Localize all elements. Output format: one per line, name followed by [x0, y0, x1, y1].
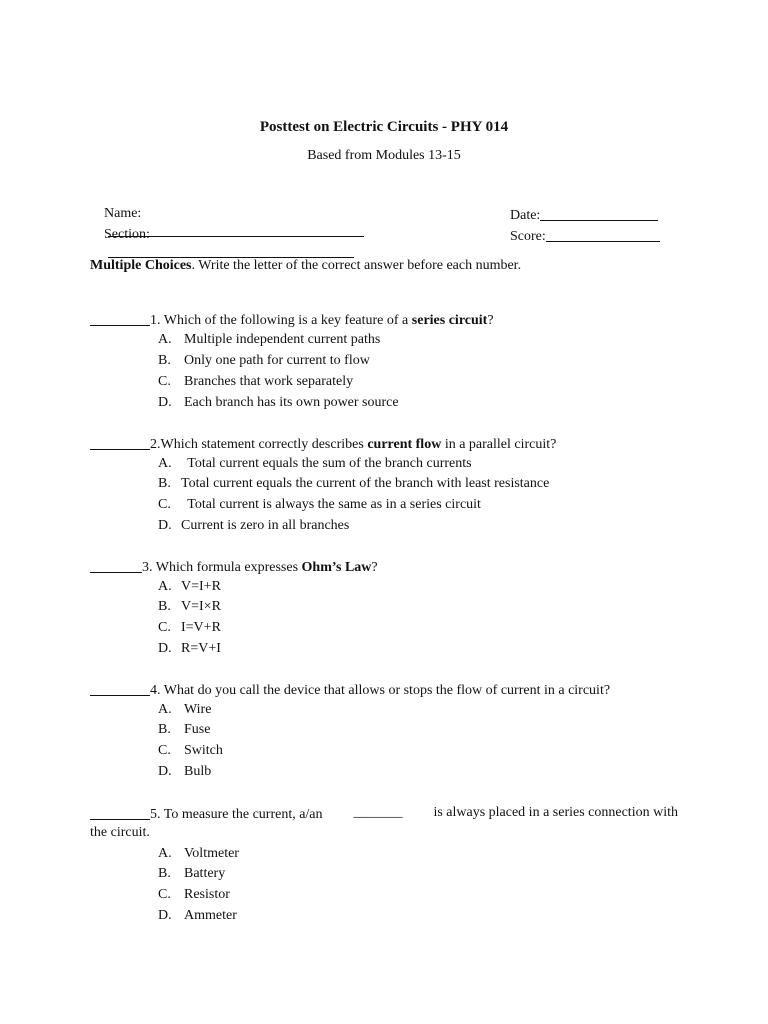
option-4b	[158, 722, 210, 738]
score-blank	[546, 227, 660, 242]
option-1c	[158, 374, 353, 390]
option-letter: B.	[158, 866, 171, 881]
option-letter: D.	[158, 518, 172, 533]
answer-blank	[90, 558, 142, 573]
question-text: What do you call the device that allows or stops the flow of current in a circuit?	[160, 683, 611, 698]
option-text: Total current equals the current of the branch with least resistance	[181, 476, 550, 491]
answer-blank	[90, 311, 150, 326]
option-3c	[158, 620, 221, 636]
option-text: Current is zero in all branches	[181, 518, 350, 533]
option-1a	[158, 332, 380, 348]
option-5d	[158, 908, 237, 924]
option-text: Bulb	[184, 764, 212, 779]
option-letter: C.	[158, 374, 171, 389]
option-text: Only one path for current to flow	[184, 353, 370, 368]
question-number: 4.	[150, 683, 161, 698]
option-2b	[158, 476, 549, 492]
question-text: Which statement correctly describes	[160, 437, 368, 452]
option-3b	[158, 599, 221, 615]
instructions	[90, 258, 521, 274]
question-number: 5.	[150, 807, 161, 822]
name-label: Name:	[104, 206, 142, 221]
score-label: Score:	[510, 229, 546, 244]
page-subtitle: Based from Modules 13-15	[307, 148, 461, 163]
option-letter: A.	[158, 846, 172, 861]
option-1d	[158, 395, 399, 411]
section-label: Section:	[104, 227, 150, 242]
option-text: Fuse	[184, 722, 211, 737]
answer-blank	[90, 435, 150, 450]
option-5b	[158, 866, 225, 882]
option-4a	[158, 702, 211, 718]
question-text: Which of the following is a key feature of a	[160, 313, 412, 328]
question-text-end: ?	[487, 313, 494, 328]
option-text: Total current is always the same as in a series circuit	[184, 497, 481, 512]
question-number: 1.	[150, 313, 161, 328]
section-blank	[108, 243, 354, 258]
option-letter: C.	[158, 497, 171, 512]
option-letter: B.	[158, 476, 171, 491]
option-text: R=V+I	[181, 641, 221, 656]
option-letter: A.	[158, 456, 172, 471]
page-title: Posttest on Electric Circuits - PHY 014	[259, 119, 509, 135]
option-letter: C.	[158, 743, 171, 758]
question-emphasis: Ohm’s Law	[301, 560, 372, 575]
option-text: V=I+R	[181, 579, 221, 594]
question-5-continuation: the circuit.	[90, 825, 150, 840]
option-letter: B.	[158, 353, 171, 368]
option-letter: D.	[158, 908, 172, 923]
option-1b	[158, 353, 370, 369]
option-text: Total current equals the sum of the branch currents	[184, 456, 472, 471]
option-letter: D.	[158, 395, 172, 410]
question-1	[90, 311, 494, 329]
question-text: To measure the current, a/an	[160, 807, 323, 822]
option-2c	[158, 497, 481, 513]
question-3	[90, 558, 378, 576]
option-4c	[158, 743, 223, 759]
option-text: V=I×R	[181, 599, 221, 614]
question-emphasis: current flow	[367, 437, 442, 452]
option-text: Each branch has its own power source	[184, 395, 399, 410]
question-number: 2.	[150, 437, 161, 452]
option-text: Multiple independent current paths	[184, 332, 381, 347]
option-letter: B.	[158, 722, 171, 737]
option-3a	[158, 579, 221, 595]
option-text: Resistor	[184, 887, 230, 902]
option-5c	[158, 887, 230, 903]
option-letter: D.	[158, 764, 172, 779]
instructions-text: . Write the letter of the correct answer before each number.	[191, 258, 522, 273]
option-letter: D.	[158, 641, 172, 656]
question-5	[90, 805, 678, 823]
option-text: I=V+R	[181, 620, 221, 635]
option-letter: A.	[158, 332, 172, 347]
question-text-end: is always placed in a series connection with	[433, 805, 678, 820]
option-text: Branches that work separately	[184, 374, 354, 389]
question-text-end: in a parallel circuit?	[441, 437, 557, 452]
option-2d	[158, 518, 349, 534]
option-text: Wire	[184, 702, 212, 717]
option-3d	[158, 641, 221, 657]
question-number: 3.	[142, 560, 153, 575]
answer-blank	[90, 805, 150, 820]
option-2a	[158, 456, 472, 472]
option-text: Ammeter	[184, 908, 237, 923]
option-5a	[158, 846, 239, 862]
question-text: Which formula expresses	[152, 560, 302, 575]
question-text-end: ?	[371, 560, 378, 575]
option-letter: A.	[158, 579, 172, 594]
inline-blank: _______	[353, 805, 403, 820]
option-letter: B.	[158, 599, 171, 614]
option-letter: C.	[158, 620, 171, 635]
option-text: Voltmeter	[184, 846, 239, 861]
answer-blank	[90, 681, 150, 696]
option-text: Battery	[184, 866, 226, 881]
option-letter: C.	[158, 887, 171, 902]
option-4d	[158, 764, 211, 780]
score-field	[496, 211, 660, 261]
question-2	[90, 435, 556, 453]
instructions-heading: Multiple Choices	[90, 258, 192, 273]
date-label: Date:	[510, 208, 541, 223]
question-emphasis: series circuit	[411, 313, 488, 328]
option-text: Switch	[184, 743, 223, 758]
question-4	[90, 681, 610, 699]
option-letter: A.	[158, 702, 172, 717]
